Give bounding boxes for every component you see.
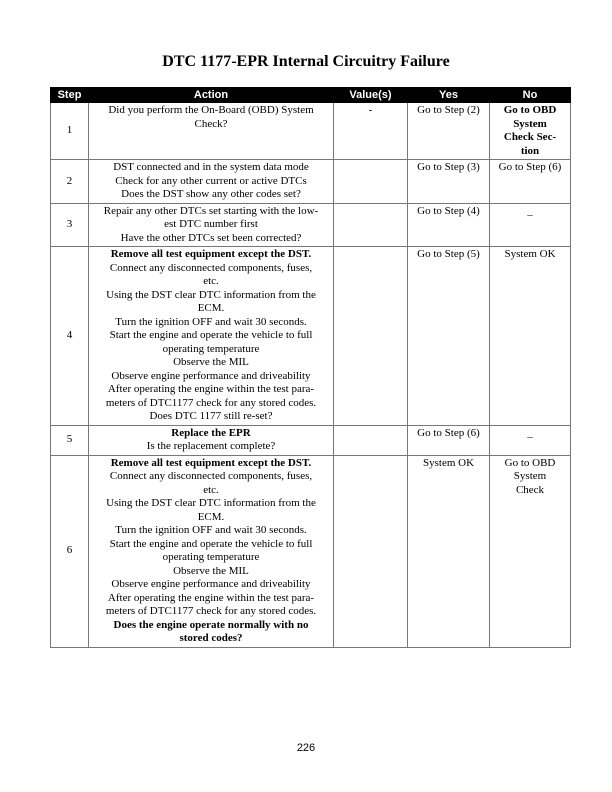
no-cell: [490, 203, 571, 247]
action-line: Did you perform the On-Board (OBD) System: [108, 104, 314, 116]
table-row-step-1: [51, 103, 571, 160]
action-line: etc.: [203, 483, 219, 496]
no-line: tion: [520, 144, 540, 157]
table-row-step-5: [51, 425, 571, 455]
no-cell: [490, 103, 571, 160]
action-line: Turn the ignition OFF and wait 30 seconds.: [115, 315, 307, 328]
action-line: After operating the engine within the test para-: [107, 591, 315, 604]
step-cell: 5: [51, 425, 89, 455]
action-line: Replace the EPR: [171, 426, 251, 439]
yes-line: System OK: [422, 456, 475, 469]
table-header-row: [51, 88, 571, 103]
page-title: DTC 1177-EPR Internal Circuitry Failure: [162, 53, 450, 70]
table-row-step-3: [51, 203, 571, 247]
table-row-step-2: [51, 160, 571, 204]
yes-cell: [408, 103, 490, 160]
action-line: Check?: [194, 117, 228, 130]
action-line: est DTC number first: [164, 218, 258, 230]
value-cell: [334, 160, 408, 204]
step-cell: 3: [51, 203, 89, 247]
action-line: Does the DST show any other codes set?: [121, 188, 301, 200]
column-header-no: No: [490, 88, 571, 103]
action-line: etc.: [203, 275, 219, 287]
action-line: Does DTC 1177 still re-set?: [149, 410, 273, 422]
no-line: Go to OBD: [503, 104, 557, 116]
yes-line: Go to Step (6): [417, 426, 480, 439]
action-line: Connect any disconnected components, fuses,: [109, 470, 313, 482]
yes-cell: [408, 425, 490, 455]
action-line: Turn the ignition OFF and wait 30 seconds.: [115, 524, 307, 536]
value-cell: [334, 203, 408, 247]
step-cell: 2: [51, 160, 89, 204]
no-cell: [490, 425, 571, 455]
value-cell: [334, 455, 408, 647]
diagnostic-table: [50, 87, 571, 648]
action-line: ECM.: [197, 302, 225, 314]
action-cell: [89, 455, 334, 647]
action-line: Start the engine and operate the vehicle to full: [109, 537, 313, 550]
no-cell: [490, 247, 571, 426]
table-body: [51, 103, 571, 648]
yes-cell: [408, 203, 490, 247]
step-cell: 4: [51, 247, 89, 426]
no-line: Go to Step (6): [498, 161, 562, 173]
action-line: Start the engine and operate the vehicle to full: [109, 329, 313, 341]
yes-line: Go to Step (4): [417, 204, 480, 217]
value-cell: [334, 425, 408, 455]
action-line: Remove all test equipment except the DST.: [110, 456, 312, 469]
no-line: System: [513, 117, 547, 130]
action-line: meters of DTC1177 check for any stored codes.: [105, 396, 317, 409]
action-line: operating temperature: [162, 342, 260, 355]
action-line: Check for any other current or active DTCs: [115, 174, 307, 187]
no-line: Check Sec-: [503, 131, 557, 143]
no-cell: [490, 160, 571, 204]
yes-line: Go to Step (2): [417, 104, 480, 116]
step-cell: 1: [51, 103, 89, 160]
action-line: Observe engine performance and driveability: [111, 369, 311, 382]
action-line: stored codes?: [179, 632, 243, 644]
action-line: Observe engine performance and driveability: [111, 578, 311, 590]
action-line: operating temperature: [162, 551, 260, 563]
action-line: Connect any disconnected components, fuses,: [109, 261, 313, 274]
action-line: Have the other DTCs set been corrected?: [120, 231, 302, 244]
no-line: Check: [515, 483, 545, 496]
table-row-step-4: [51, 247, 571, 426]
action-cell: [89, 203, 334, 247]
action-line: Observe the MIL: [173, 564, 249, 577]
column-header-step: Step: [51, 88, 89, 103]
yes-line: Go to Step (3): [417, 161, 480, 173]
action-cell: [89, 425, 334, 455]
action-line: Does the engine operate normally with no: [113, 618, 309, 631]
action-cell: [89, 160, 334, 204]
yes-line: Go to Step (5): [417, 248, 480, 260]
action-line: After operating the engine within the test para-: [107, 383, 315, 395]
table-row-step-6: [51, 455, 571, 647]
no-cell: [490, 455, 571, 647]
yes-cell: [408, 247, 490, 426]
no-line: System OK: [504, 248, 556, 260]
action-line: Remove all test equipment except the DST.: [110, 248, 312, 260]
action-line: Observe the MIL: [173, 356, 249, 368]
step-cell: 6: [51, 455, 89, 647]
no-line: Go to OBD: [504, 456, 556, 469]
no-line: _: [527, 204, 533, 217]
action-line: ECM.: [197, 510, 225, 523]
column-header-values: Value(s): [334, 88, 408, 103]
value-cell: [334, 247, 408, 426]
action-line: meters of DTC1177 check for any stored codes.: [105, 605, 317, 617]
column-header-action: Action: [89, 88, 334, 103]
action-line: Repair any other DTCs set starting with the low-: [103, 204, 319, 217]
action-line: Using the DST clear DTC information from the: [106, 288, 316, 301]
no-line: _: [527, 426, 533, 439]
yes-cell: [408, 160, 490, 204]
yes-cell: [408, 455, 490, 647]
value-cell: -: [334, 103, 408, 160]
action-cell: [89, 247, 334, 426]
column-header-yes: Yes: [408, 88, 490, 103]
page-number: 226: [296, 742, 316, 754]
action-cell: [89, 103, 334, 160]
action-line: Is the replacement complete?: [146, 440, 276, 452]
action-line: Using the DST clear DTC information from the: [106, 497, 316, 509]
action-line: DST connected and in the system data mode: [113, 161, 309, 173]
no-line: System: [513, 470, 547, 482]
